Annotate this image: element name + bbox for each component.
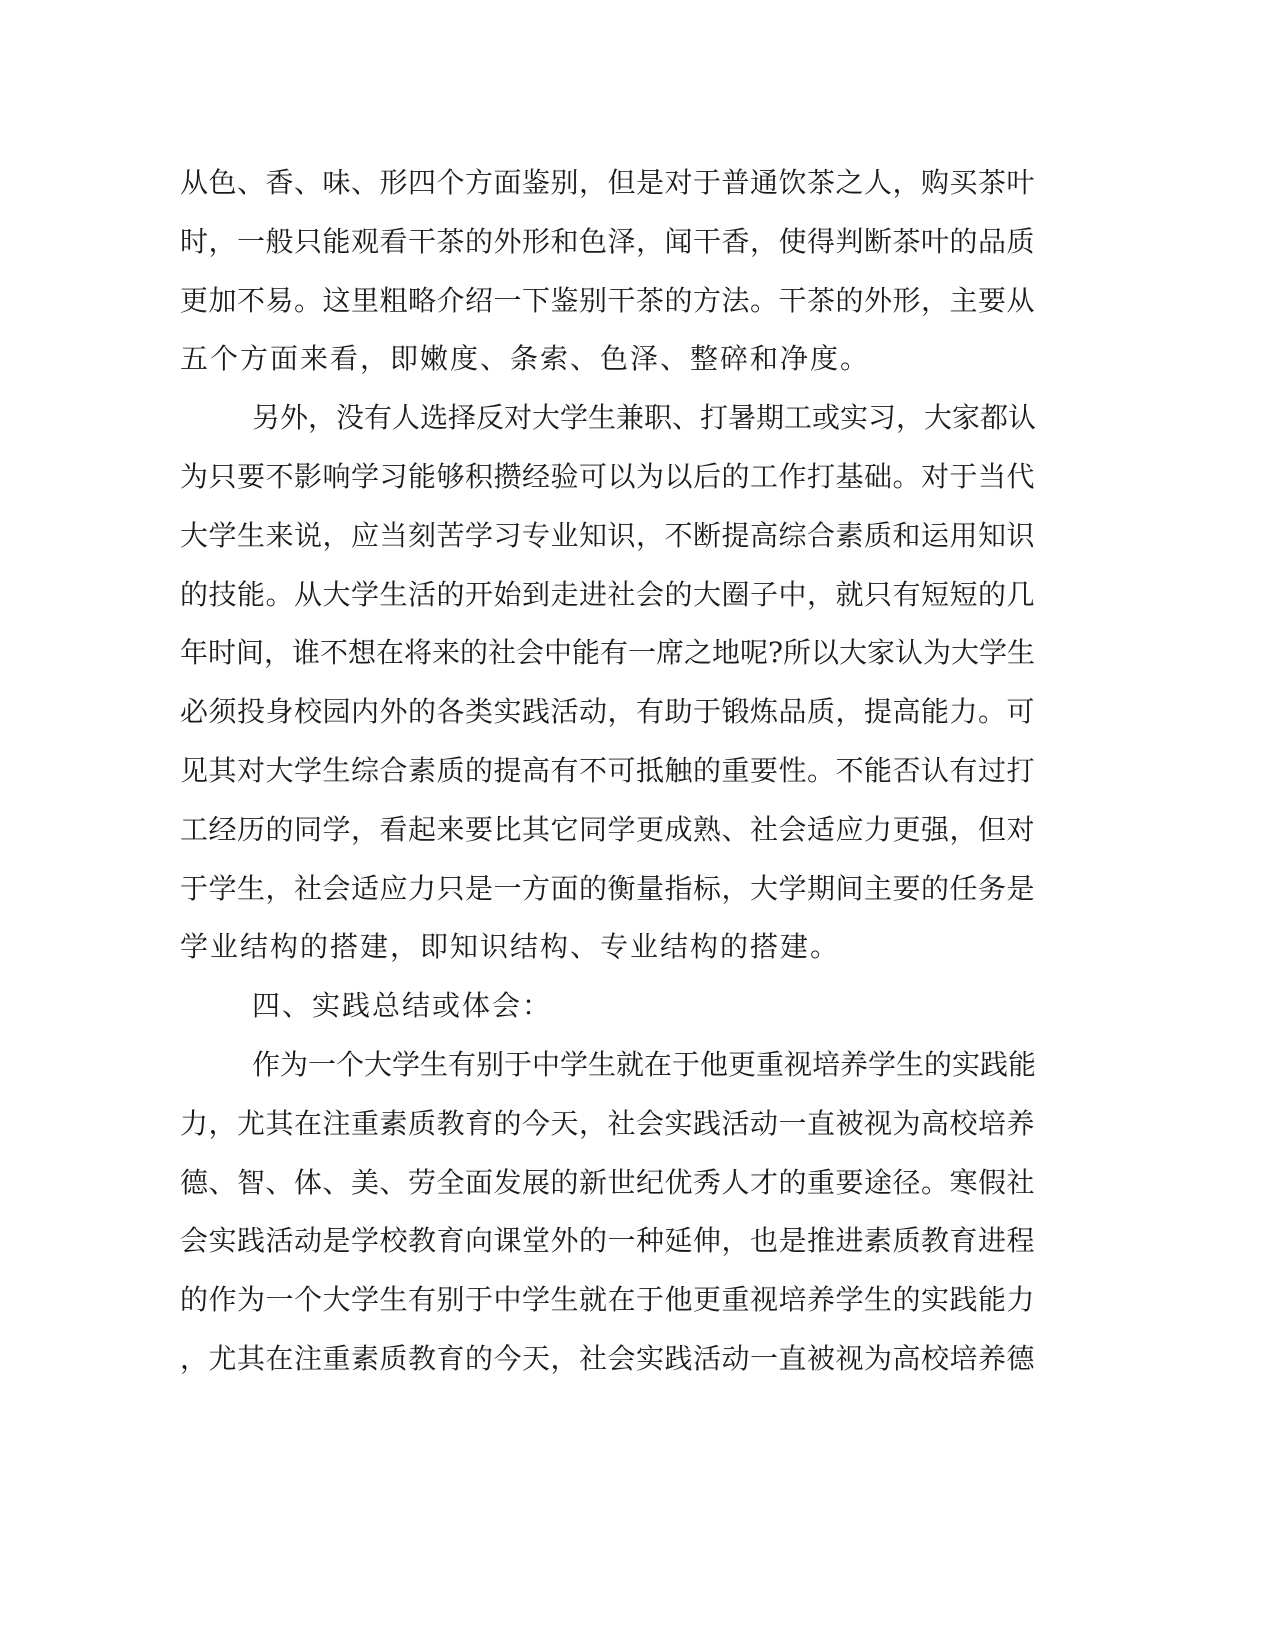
paragraph [180,977,1040,1036]
text-line: 于学生，社会适应力只是一方面的衡量指标，大学期间主要的任务是 [180,871,1036,905]
text-line: 另外，没有人选择反对大学生兼职、打暑期工或实习，大家都认 [252,401,1037,435]
text-line: 会实践活动是学校教育向课堂外的一种延伸，也是推进素质教育进程 [180,1224,1036,1258]
text-line: 见其对大学生综合素质的提高有不可抵触的重要性。不能否认有过打 [180,753,1036,787]
text-line: 更加不易。这里粗略介绍一下鉴别干茶的方法。干茶的外形，主要从 [180,283,1036,317]
document-body [180,154,1040,1389]
text-line: 作为一个大学生有别于中学生就在于他更重视培养学生的实践能 [252,1047,1037,1081]
text-line: ，尤其在注重素质教育的今天，社会实践活动一直被视为高校培养德 [180,1341,1036,1375]
paragraph [180,1036,1040,1389]
text-line: 工经历的同学，看起来要比其它同学更成熟、社会适应力更强，但对 [180,812,1036,846]
paragraph [180,389,1040,977]
text-line: 年时间，谁不想在将来的社会中能有一席之地呢?所以大家认为大学生 [180,636,1036,670]
text-line: 力，尤其在注重素质教育的今天，社会实践活动一直被视为高校培养 [180,1106,1036,1140]
text-line: 必须投身校园内外的各类实践活动，有助于锻炼品质，提高能力。可 [180,695,1036,729]
text-line: 大学生来说，应当刻苦学习专业知识，不断提高综合素质和运用知识 [180,518,1036,552]
text-line: 四、实践总结或体会： [252,989,553,1023]
text-line: 五个方面来看，即嫩度、条索、色泽、整碎和净度。 [180,342,871,376]
text-line: 的作为一个大学生有别于中学生就在于他更重视培养学生的实践能力 [180,1283,1036,1317]
text-line: 为只要不影响学习能够积攒经验可以为以后的工作打基础。对于当代 [180,459,1036,493]
text-line: 德、智、体、美、劳全面发展的新世纪优秀人才的重要途径。寒假社 [180,1165,1036,1199]
text-line: 从色、香、味、形四个方面鉴别，但是对于普通饮茶之人，购买茶叶 [180,166,1036,199]
text-line: 学业结构的搭建，即知识结构、专业结构的搭建。 [180,930,841,964]
text-line: 时，一般只能观看干茶的外形和色泽，闻干香，使得判断茶叶的品质 [180,224,1036,258]
paragraph [180,154,1040,389]
text-line: 的技能。从大学生活的开始到走进社会的大圈子中，就只有短短的几 [180,577,1036,611]
